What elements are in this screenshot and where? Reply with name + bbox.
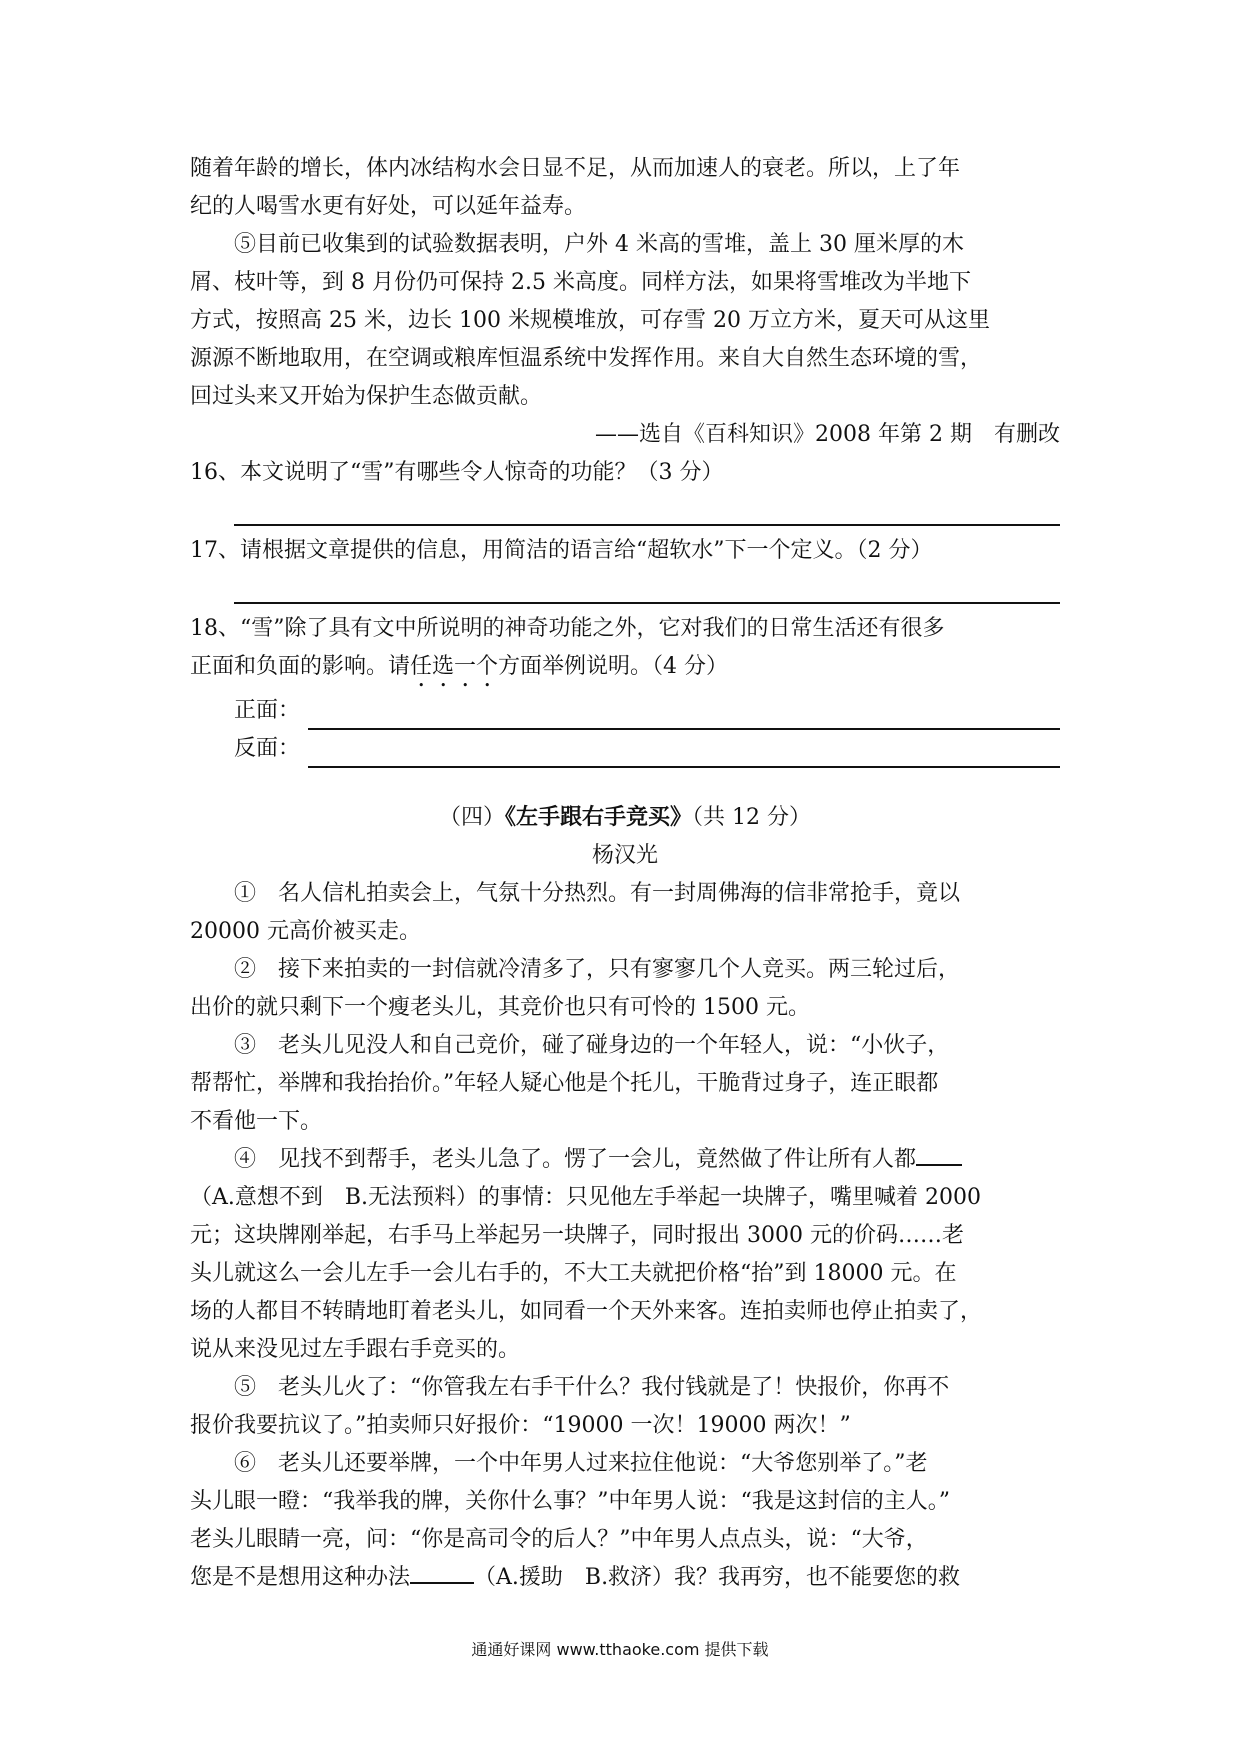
- source-citation: ——选自《百科知识》2008 年第 2 期 有删改: [595, 422, 1060, 447]
- fill-blank-2[interactable]: [410, 1560, 474, 1584]
- paragraph-6-line: [190, 1559, 1060, 1597]
- title-bold: 《左手跟右手竞买》: [505, 804, 693, 830]
- paragraph-4-line: 头儿就这么一会儿左手一会儿右手的，不大工夫就把价格“抬”到 18000 元。在: [190, 1261, 957, 1286]
- paragraph-6-line: 老头儿眼睛一亮，问：“你是高司令的后人？”中年男人点点头，说：“大爷，: [190, 1527, 928, 1552]
- answer-line-16[interactable]: [234, 492, 1060, 526]
- paragraph-6-line: 头儿眼一瞪：“我举我的牌，关你什么事？”中年男人说：“我是这封信的主人。”: [190, 1489, 950, 1514]
- paragraph-6-text-a: 您是不是想用这种办法: [190, 1565, 411, 1590]
- negative-answer-row: [234, 730, 1060, 768]
- paragraph-3-line: 不看他一下。: [190, 1109, 323, 1134]
- negative-answer-line[interactable]: [308, 738, 1060, 768]
- title-suffix: （共 12 分）: [692, 805, 811, 830]
- fill-blank-1[interactable]: [916, 1142, 962, 1166]
- paragraph-2-line: 出价的就只剩下一个瘦老头儿，其竞价也只有可怜的 1500 元。: [190, 995, 810, 1020]
- paragraph-4-line: 说从来没见过左手跟右手竞买的。: [190, 1337, 521, 1362]
- question-16: 16、本文说明了“雪”有哪些令人惊奇的功能？（3 分）: [190, 460, 724, 485]
- paragraph-4-line: 元；这块牌刚举起，右手马上举起另一块牌子，同时报出 3000 元的价码……老: [190, 1223, 964, 1248]
- q18-emphasis: 任选一个: [410, 654, 499, 679]
- paragraph-5b-line: 报价我要抗议了。”拍卖师只好报价：“19000 一次！19000 两次！”: [190, 1413, 851, 1438]
- section-4-title: [190, 798, 1060, 837]
- positive-answer-row: [234, 692, 1060, 730]
- paragraph-1-line: 20000 元高价被买走。: [190, 919, 421, 944]
- paragraph-2: ② 接下来拍卖的一封信就冷清多了，只有寥寥几个人竞买。两三轮过后，: [234, 957, 961, 982]
- author: 杨汉光: [591, 843, 658, 868]
- paragraph-5-line: 方式，按照高 25 米，边长 100 米规模堆放，可存雪 20 万立方米，夏天可从这里: [190, 308, 990, 333]
- paragraph-4: [190, 1141, 1060, 1179]
- paragraph-1: ① 名人信札拍卖会上，气氛十分热烈。有一封周佛海的信非常抢手，竟以: [234, 881, 961, 906]
- document-page: [190, 150, 1060, 1597]
- paragraph-5-line: 源源不断地取用，在空调或粮库恒温系统中发挥作用。来自大自然生态环境的雪，: [190, 346, 983, 371]
- paragraph-3-line: 帮帮忙，举牌和我抬抬价。”年轻人疑心他是个托儿，干脆背过身子，连正眼都: [190, 1071, 939, 1096]
- question-17: 17、请根据文章提供的信息，用简洁的语言给“超软水”下一个定义。（2 分）: [190, 538, 933, 563]
- question-18-line-2: [190, 648, 1060, 692]
- paragraph-6: ⑥ 老头儿还要举牌，一个中年男人过来拉住他说：“大爷您别举了。”老: [234, 1451, 928, 1476]
- q18-text-a: 正面和负面的影响。请: [190, 654, 411, 679]
- title-prefix: （四）: [438, 805, 505, 830]
- answer-line-17[interactable]: [234, 570, 1060, 604]
- paragraph-6-text-b: （A.援助 B.救济）我？我再穷，也不能要您的救: [474, 1565, 961, 1590]
- paragraph-continuation: 纪的人喝雪水更有好处，可以延年益寿。: [190, 194, 587, 219]
- positive-label: 正面：: [234, 698, 301, 723]
- paragraph-5-line: 屑、枝叶等，到 8 月份仍可保持 2.5 米高度。同样方法，如果将雪堆改为半地下: [190, 270, 971, 295]
- paragraph-continuation: 随着年龄的增长，体内冰结构水会日显不足，从而加速人的衰老。所以，上了年: [190, 156, 961, 181]
- paragraph-5: ⑤目前已收集到的试验数据表明，户外 4 米高的雪堆，盖上 30 厘米厚的木: [234, 232, 964, 257]
- q18-text-c: 方面举例说明。（4 分）: [498, 654, 729, 679]
- paragraph-4-line: 场的人都目不转睛地盯着老头儿，如同看一个天外来客。连拍卖师也停止拍卖了，: [190, 1299, 983, 1324]
- positive-answer-line[interactable]: [308, 700, 1060, 730]
- paragraph-4-text: ④ 见找不到帮手，老头儿急了。愣了一会儿，竟然做了件让所有人都: [234, 1147, 917, 1172]
- paragraph-5-line: 回过头来又开始为保护生态做贡献。: [190, 384, 543, 409]
- paragraph-5b: ⑤ 老头儿火了：“你管我左右手干什么？我付钱就是了！快报价，你再不: [234, 1375, 950, 1400]
- negative-label: 反面：: [234, 736, 301, 761]
- paragraph-4-line: （A.意想不到 B.无法预料）的事情：只见他左手举起一块牌子，嘴里喊着 2000: [190, 1185, 982, 1210]
- question-18: 18、“雪”除了具有文中所说明的神奇功能之外，它对我们的日常生活还有很多: [190, 616, 945, 641]
- paragraph-3: ③ 老头儿见没人和自己竞价，碰了碰身边的一个年轻人，说：“小伙子，: [234, 1033, 950, 1058]
- footer-watermark: 通通好课网 www.tthaoke.com 提供下载: [471, 1640, 769, 1659]
